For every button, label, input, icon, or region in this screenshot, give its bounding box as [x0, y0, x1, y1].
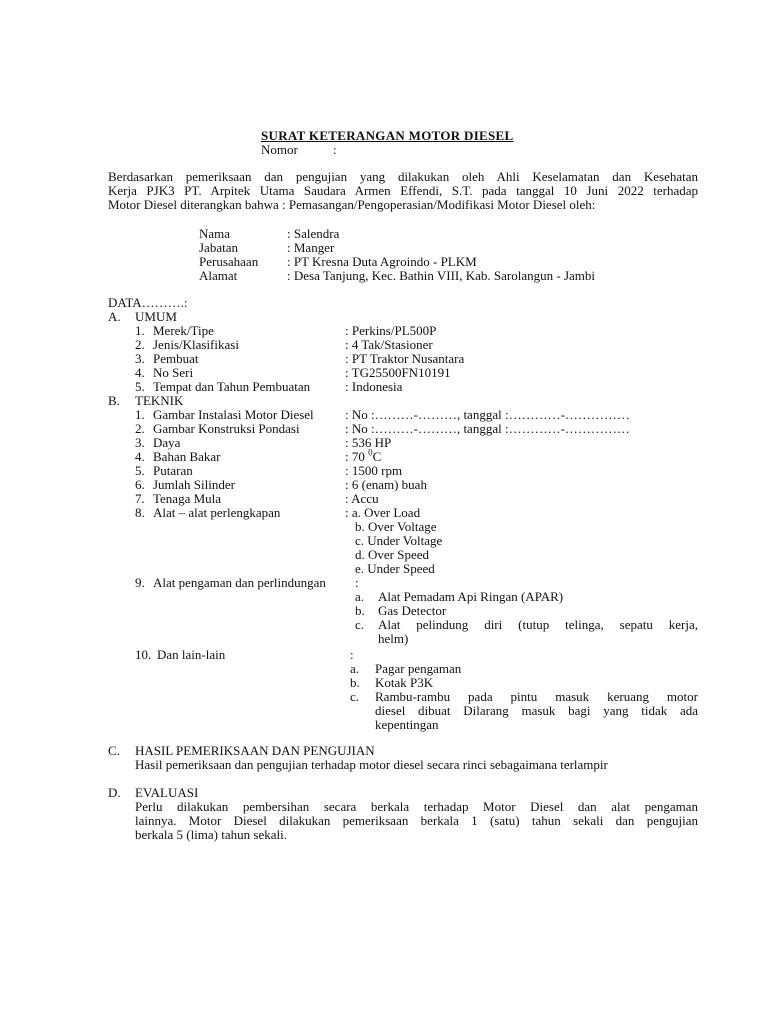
- owner-position-label: Jabatan: [199, 240, 238, 255]
- teknik-num-8: 8.: [135, 505, 145, 520]
- owner-name-value: : Salendra: [287, 226, 340, 241]
- teknik-num-2: 2.: [135, 421, 145, 436]
- umum-num-4: 4.: [135, 365, 145, 380]
- teknik-num-10: 10.: [135, 647, 152, 662]
- teknik-label-10: Dan lain-lain: [157, 647, 226, 662]
- teknik-value-6: : 6 (enam) buah: [345, 477, 427, 492]
- teknik-label-5: Putaran: [153, 463, 193, 478]
- section-c-letter: C.: [108, 743, 120, 758]
- owner-company-value: : PT Kresna Duta Agroindo - PLKM: [287, 254, 477, 269]
- teknik-value-4: [345, 447, 382, 464]
- teknik-value-3: : 536 HP: [345, 435, 392, 450]
- nomor-label: Nomor: [261, 142, 298, 157]
- teknik-value-7: : Accu: [345, 491, 379, 506]
- perlengkapan-item-b: b. Over Voltage: [355, 519, 437, 534]
- teknik-num-5: 5.: [135, 463, 145, 478]
- umum-value-3: : PT Traktor Nusantara: [345, 351, 465, 366]
- intro-line-3: Motor Diesel diterangkan bahwa : Pemasangan/Pengoperasian/Modifikasi Motor Diesel oleh:: [108, 197, 596, 212]
- teknik-sep-9: :: [355, 575, 359, 590]
- teknik-value-5: : 1500 rpm: [345, 463, 403, 478]
- owner-company-label: Perusahaan: [199, 254, 259, 269]
- teknik-num-7: 7.: [135, 491, 145, 506]
- nomor-separator: :: [333, 142, 337, 157]
- teknik-num-4: 4.: [135, 449, 145, 464]
- teknik-value-4-number: : 70: [345, 449, 365, 464]
- teknik-value-1: : No :………-………, tanggal :…………-……………: [345, 407, 630, 422]
- teknik-label-9: Alat pengaman dan perlindungan: [153, 575, 326, 590]
- umum-num-2: 2.: [135, 337, 145, 352]
- data-heading: DATA……….:: [108, 295, 188, 310]
- teknik-value-4-unit: C: [372, 449, 382, 464]
- umum-label-3: Pembuat: [153, 351, 199, 366]
- pengaman-letter-c: c.: [355, 617, 365, 632]
- intro-line-1: Berdasarkan pemeriksaan dan pengujian yang dilakukan oleh Ahli Keselamatan dan Kesehatan: [108, 169, 698, 184]
- pengaman-text-c-cont: helm): [378, 631, 409, 646]
- teknik-num-6: 6.: [135, 477, 145, 492]
- owner-address-label: Alamat: [199, 268, 238, 283]
- section-c-title: HASIL PEMERIKSAAN DAN PENGUJIAN: [135, 743, 375, 758]
- perlengkapan-item-d: d. Over Speed: [355, 547, 430, 562]
- umum-value-2: : 4 Tak/Stasioner: [345, 337, 433, 352]
- teknik-label-4: Bahan Bakar: [153, 449, 221, 464]
- umum-label-4: No Seri: [153, 365, 194, 380]
- umum-num-1: 1.: [135, 323, 145, 338]
- umum-value-5: : Indonesia: [345, 379, 403, 394]
- intro-line-2: Kerja PJK3 PT. Arpitek Utama Saudara Armen Effendi, S.T. pada tanggal 10 Juni 2022 terhadap: [108, 183, 698, 198]
- pengaman-text-b: Gas Detector: [378, 603, 447, 618]
- umum-value-4: : TG25500FN10191: [345, 365, 451, 380]
- owner-name-label: Nama: [199, 226, 231, 241]
- degree-superscript: 0: [368, 447, 373, 458]
- lainlain-letter-c: c.: [350, 689, 360, 704]
- umum-num-5: 5.: [135, 379, 145, 394]
- section-d-body-3: berkala 5 (lima) tahun sekali.: [135, 827, 287, 842]
- teknik-value-8: : a. Over Load: [345, 505, 421, 520]
- perlengkapan-item-c: c. Under Voltage: [355, 533, 443, 548]
- owner-address-value: : Desa Tanjung, Kec. Bathin VIII, Kab. Sarolangun - Jambi: [287, 268, 596, 283]
- lainlain-text-b: Kotak P3K: [375, 675, 434, 690]
- umum-value-1: : Perkins/PL500P: [345, 323, 437, 338]
- lainlain-text-a: Pagar pengaman: [375, 661, 462, 676]
- lainlain-letter-b: b.: [350, 675, 360, 690]
- umum-num-3: 3.: [135, 351, 145, 366]
- lainlain-letter-a: a.: [350, 661, 360, 676]
- lainlain-text-c: Rambu-rambu pada pintu masuk keruang motor: [375, 689, 698, 704]
- teknik-sep-10: :: [350, 647, 354, 662]
- pengaman-text-a: Alat Pemadam Api Ringan (APAR): [378, 589, 564, 604]
- umum-label-2: Jenis/Klasifikasi: [153, 337, 239, 352]
- pengaman-letter-a: a.: [355, 589, 365, 604]
- section-a-letter: A.: [108, 309, 121, 324]
- lainlain-text-c-cont2: kepentingan: [375, 717, 439, 732]
- section-b-letter: B.: [108, 393, 120, 408]
- section-d-body-1: Perlu dilakukan pembersihan secara berkala terhadap Motor Diesel dan alat pengaman: [135, 799, 698, 814]
- owner-position-value: : Manger: [287, 240, 335, 255]
- section-b-title: TEKNIK: [135, 393, 184, 408]
- document-title: SURAT KETERANGAN MOTOR DIESEL: [261, 128, 514, 143]
- umum-label-5: Tempat dan Tahun Pembuatan: [153, 379, 311, 394]
- teknik-label-3: Daya: [153, 435, 181, 450]
- teknik-num-1: 1.: [135, 407, 145, 422]
- teknik-num-3: 3.: [135, 435, 145, 450]
- section-d-title: EVALUASI: [135, 785, 199, 800]
- teknik-label-2: Gambar Konstruksi Pondasi: [153, 421, 300, 436]
- section-d-body-2: lainnya. Motor Diesel dilakukan pemeriksaan berkala 1 (satu) tahun sekali dan pengujian: [135, 813, 698, 828]
- teknik-num-9: 9.: [135, 575, 145, 590]
- teknik-label-8: Alat – alat perlengkapan: [153, 505, 281, 520]
- section-d-letter: D.: [108, 785, 121, 800]
- teknik-value-2: : No :………-………, tanggal :…………-……………: [345, 421, 630, 436]
- teknik-label-6: Jumlah Silinder: [153, 477, 235, 492]
- teknik-label-7: Tenaga Mula: [153, 491, 222, 506]
- section-c-body: Hasil pemeriksaan dan pengujian terhadap motor diesel secara rinci sebagaimana terlampir: [135, 757, 608, 772]
- perlengkapan-item-e: e. Under Speed: [355, 561, 435, 576]
- section-a-title: UMUM: [135, 309, 177, 324]
- pengaman-text-c: Alat pelindung diri (tutup telinga, sepatu kerja,: [378, 617, 698, 632]
- umum-label-1: Merek/Tipe: [153, 323, 214, 338]
- teknik-label-1: Gambar Instalasi Motor Diesel: [153, 407, 314, 422]
- pengaman-letter-b: b.: [355, 603, 365, 618]
- lainlain-text-c-cont: diesel dibuat Dilarang masuk bagi yang tidak ada: [375, 703, 698, 718]
